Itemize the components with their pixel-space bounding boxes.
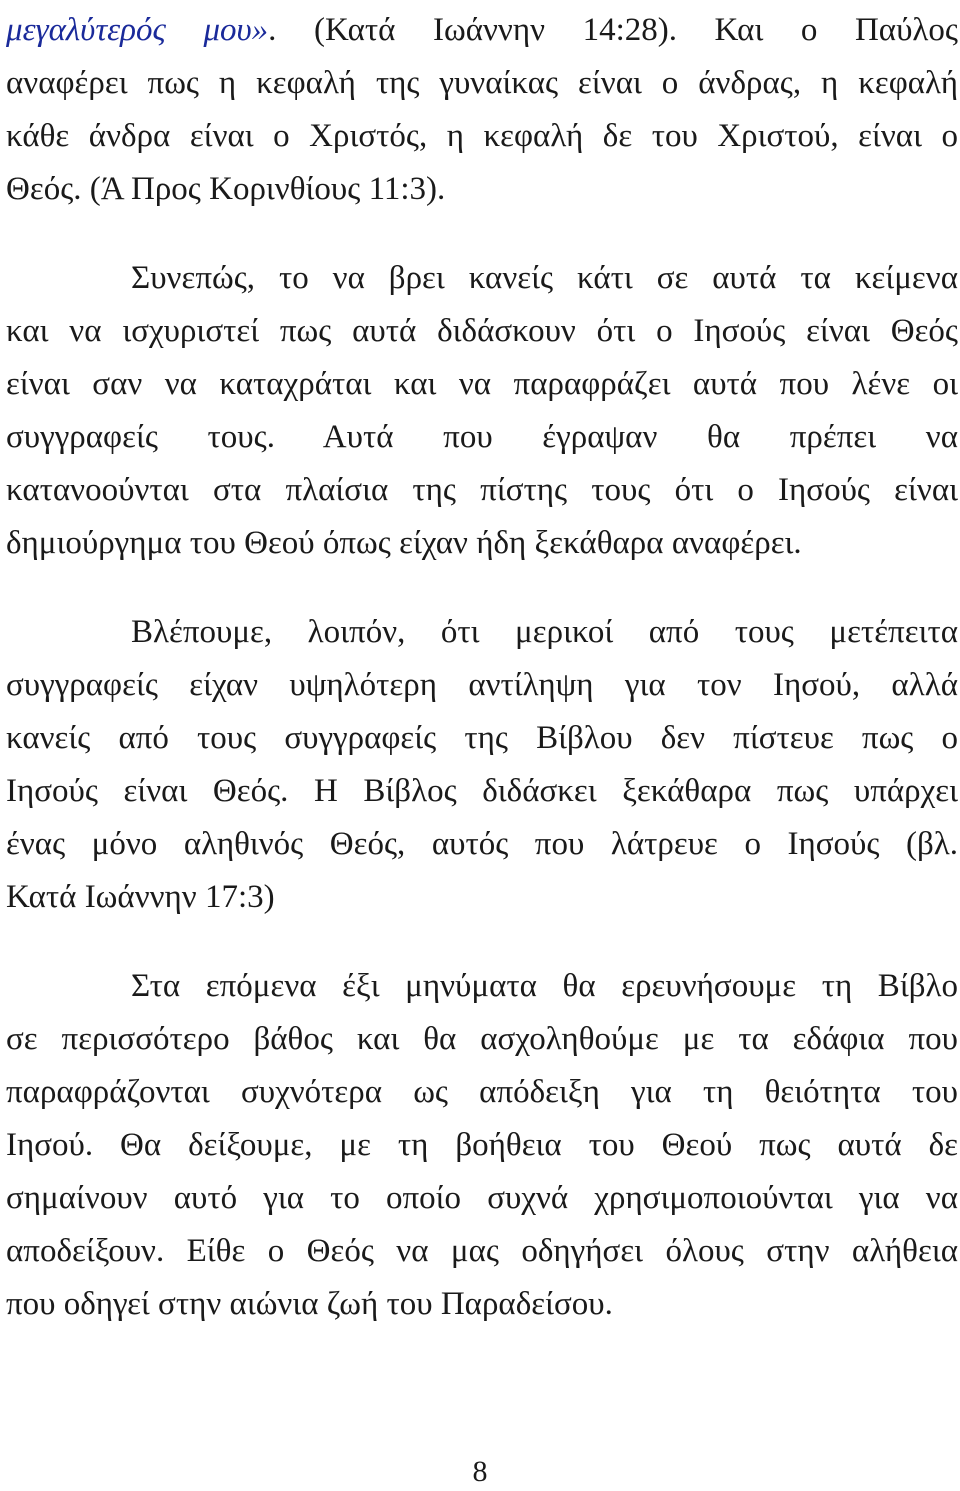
text-line: που οδηγεί στην αιώνια ζωή του Παραδείσου. — [6, 1286, 613, 1322]
text-line: Βλέπουμε, λοιπόν, ότι μερικοί από τους μετέπειτα — [131, 614, 958, 650]
text-line: Συνεπώς, το να βρει κανείς κάτι σε αυτά τα κείμενα — [131, 260, 958, 296]
text-line — [6, 4, 958, 57]
text-line: αναφέρει πως η κεφαλή της γυναίκας είναι ο άνδρας, η κεφαλή — [6, 65, 958, 101]
text-line: Ιησούς είναι Θεός. Η Βίβλος διδάσκει ξεκάθαρα πως υπάρχει — [6, 773, 958, 809]
paragraph-spacer — [6, 216, 958, 252]
text-run: . (Κατά Ιωάννην 14:28). Και ο Παύλος — [268, 12, 958, 48]
text-line: σε περισσότερο βάθος και θα ασχοληθούμε με τα εδάφια που — [6, 1021, 958, 1057]
text-line: ένας μόνο αληθινός Θεός, αυτός που λάτρευε ο Ιησούς (βλ. — [6, 826, 958, 862]
text-line: κανείς από τους συγγραφείς της Βίβλου δεν πίστευε πως ο — [6, 720, 958, 756]
text-line: Στα επόμενα έξι μηνύματα θα ερευνήσουμε τη Βίβλο — [131, 968, 958, 1004]
paragraph-1 — [6, 4, 958, 216]
text-line: σημαίνουν αυτό για το οποίο συχνά χρησιμοποιούνται για να — [6, 1180, 958, 1216]
text-line: Θεός. (Ά Προς Κορινθίους 11:3). — [6, 171, 446, 207]
text-line: συγγραφείς τους. Αυτά που έγραψαν θα πρέπει να — [6, 419, 958, 455]
paragraph-2 — [6, 252, 958, 570]
text-line: παραφράζονται συχνότερα ως απόδειξη για τη θειότητα του — [6, 1074, 958, 1110]
text-line: κάθε άνδρα είναι ο Χριστός, η κεφαλή δε του Χριστού, είναι ο — [6, 118, 958, 154]
text-line: και να ισχυριστεί πως αυτά διδάσκουν ότι ο Ιησούς είναι Θεός — [6, 313, 958, 349]
italic-quote: μεγαλύτερός μου» — [6, 12, 269, 48]
paragraph-3 — [6, 606, 958, 924]
document-page — [6, 4, 958, 1331]
text-line: κατανοούνται στα πλαίσια της πίστης τους ότι ο Ιησούς είναι — [6, 472, 958, 508]
text-line: είναι σαν να καταχράται και να παραφράζει αυτά που λένε οι — [6, 366, 958, 402]
paragraph-spacer — [6, 570, 958, 606]
page-number: 8 — [472, 1455, 488, 1488]
text-line: Ιησού. Θα δείξουμε, με τη βοήθεια του Θεού πως αυτά δε — [6, 1127, 958, 1163]
text-line: συγγραφείς είχαν υψηλότερη αντίληψη για τον Ιησού, αλλά — [6, 667, 958, 703]
text-line: Κατά Ιωάννην 17:3) — [6, 879, 275, 915]
paragraph-spacer — [6, 924, 958, 960]
text-line: αποδείξουν. Είθε ο Θεός να μας οδηγήσει όλους στην αλήθεια — [6, 1233, 958, 1269]
text-line: δημιούργημα του Θεού όπως είχαν ήδη ξεκάθαρα αναφέρει. — [6, 525, 802, 561]
paragraph-4 — [6, 960, 958, 1331]
